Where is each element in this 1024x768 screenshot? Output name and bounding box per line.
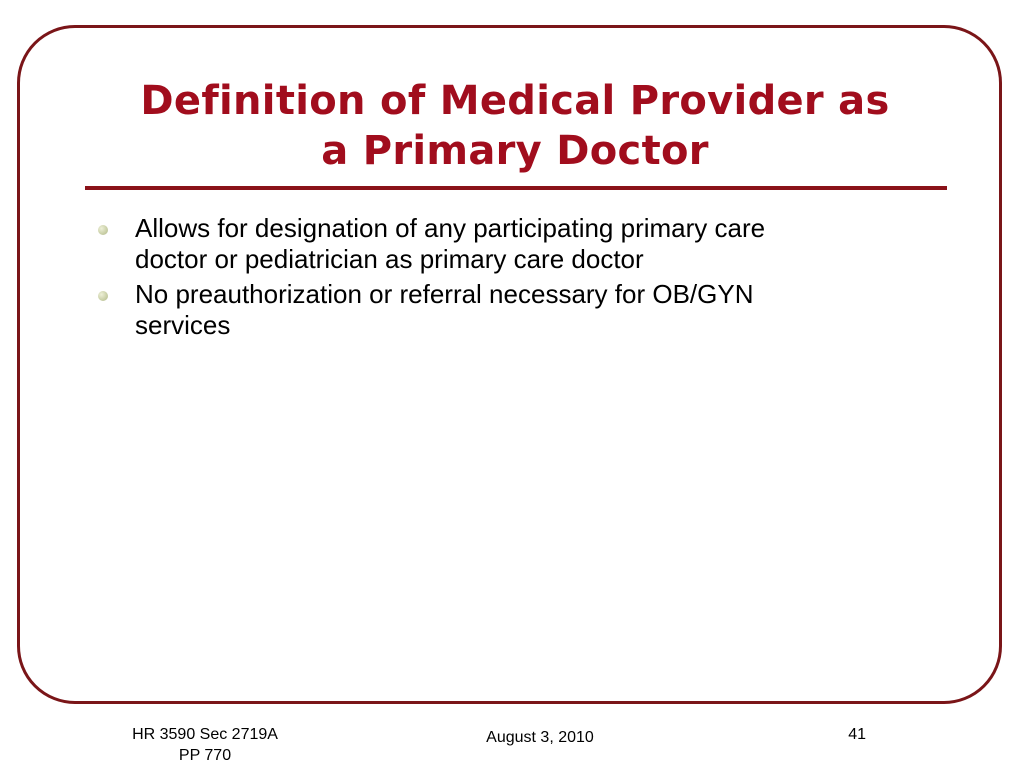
bullet-item xyxy=(98,279,928,341)
bullet-item xyxy=(98,213,928,275)
bullet-text-line: No preauthorization or referral necessary for OB/GYN xyxy=(135,279,754,309)
bullet-dot-icon xyxy=(98,291,108,301)
bullet-text-line: services xyxy=(135,310,231,340)
slide-number: 41 xyxy=(848,726,866,743)
title-divider xyxy=(85,186,947,190)
bullet-list xyxy=(98,213,928,345)
bullet-text-line: doctor or pediatrician as primary care doctor xyxy=(135,244,644,274)
slide-title xyxy=(70,76,960,176)
footer-date: August 3, 2010 xyxy=(486,729,594,746)
footer-citation-line-1: HR 3590 Sec 2719A xyxy=(132,726,278,743)
footer-citation-line-2: PP 770 xyxy=(178,747,232,764)
title-line-2: a Primary Doctor xyxy=(321,128,709,174)
footer-citation xyxy=(100,724,310,766)
bullet-text-line: Allows for designation of any participating primary care xyxy=(135,213,766,243)
title-line-1: Definition of Medical Provider as xyxy=(140,78,890,124)
bullet-dot-icon xyxy=(98,225,108,235)
